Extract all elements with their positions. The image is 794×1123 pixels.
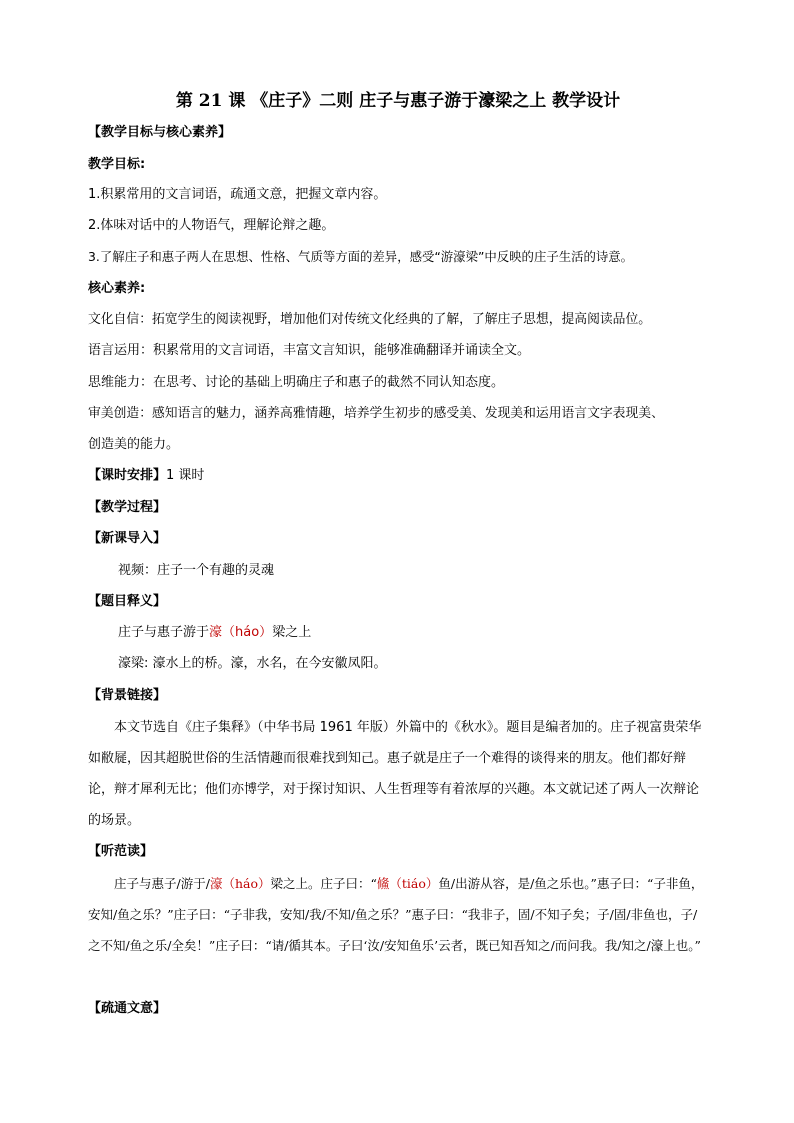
- background-text: 本文节选自《庄子集释》（中华书局 1961 年版）外篇中的《秋水》。题目是编者加的。庄子视富贵荣华如敝屣，因其超脱世俗的生活情趣而很难找到知己。惠子就是庄子一个难得的谈得来的朋友。他们都好辩论，辩才犀利无比；他们亦博学，对于探讨知识、人生哲理等有着浓厚的兴趣。本文就记述了两人一次辩论的场景。: [88, 720, 702, 828]
- background-heading: 【背景链接】: [88, 688, 167, 703]
- core-item: 创造美的能力。: [88, 437, 180, 452]
- listen-highlight-hao: 濠（háo）: [209, 876, 271, 891]
- core-item: 思维能力：在思考、讨论的基础上明确庄子和惠子的截然不同认知态度。: [88, 375, 505, 390]
- schedule-row: [88, 466, 708, 486]
- core-item: 文化自信：拓宽学生的阅读视野，增加他们对传统文化经典的了解，了解庄子思想，提高阅读品位。: [88, 312, 652, 327]
- page-title: 第 21 课 《庄子》二则 庄子与惠子游于濠梁之上 教学设计: [175, 91, 621, 111]
- goal-item: 3.了解庄子和惠子两人在思想、性格、气质等方面的差异，感受“游濠梁”中反映的庄子生活的诗意。: [88, 249, 634, 264]
- topic-line: [88, 623, 738, 643]
- listen-highlight-tiao: 鯈（tiáo）: [376, 876, 439, 891]
- tongda-heading: 【疏通文意】: [88, 1001, 167, 1016]
- goals-subheading: 教学目标:: [88, 157, 146, 172]
- listen-heading: 【听范读】: [88, 844, 154, 859]
- intro-heading: 【新课导入】: [88, 531, 167, 546]
- listen-rest: 鱼/出游从容，是/鱼之乐也。”惠子曰：“子非鱼，安知/鱼之乐？”庄子曰：“子非我，安知/我/不知/鱼之乐？”惠子曰：“我非子，固/不知子矣；子/固/非鱼也，子/之不知/鱼之乐/全矣！”庄子曰：“请/循其本。子曰‘汝/安知鱼乐’云者，既已知吾知之/而问我。我/知之/濠上也。”: [88, 876, 704, 953]
- listen-text: [88, 868, 708, 961]
- topic-post: 梁之上: [272, 625, 312, 640]
- topic-note: 濠梁: 濠水上的桥。濠，水名，在今安徽凤阳。: [118, 656, 387, 671]
- topic-highlight: 濠（háo）: [209, 625, 273, 640]
- topic-heading: 【题目释义】: [88, 594, 167, 609]
- goal-item: 1.积累常用的文言词语，疏通文意，把握文章内容。: [88, 187, 387, 202]
- intro-text: 视频：庄子一个有趣的灵魂: [118, 563, 275, 578]
- goals-heading: 【教学目标与核心素养】: [88, 125, 232, 140]
- schedule-heading: 【课时安排】: [88, 468, 167, 483]
- listen-pre: 庄子与惠子/游于/: [114, 876, 210, 891]
- listen-mid: 梁之上。庄子曰：“: [270, 876, 377, 891]
- topic-pre: 庄子与惠子游于: [118, 625, 210, 640]
- core-item: 语言运用：积累常用的文言词语，丰富文言知识，能够准确翻译并诵读全文。: [88, 343, 531, 358]
- goal-item: 2.体味对话中的人物语气，理解论辩之趣。: [88, 218, 335, 233]
- core-item: 审美创造：感知语言的魅力，涵养高雅情趣，培养学生初步的感受美、发现美和运用语言文字表现美、: [88, 406, 664, 421]
- schedule-value: 1 课时: [166, 468, 205, 483]
- core-subheading: 核心素养:: [88, 281, 146, 296]
- process-heading: 【教学过程】: [88, 500, 167, 515]
